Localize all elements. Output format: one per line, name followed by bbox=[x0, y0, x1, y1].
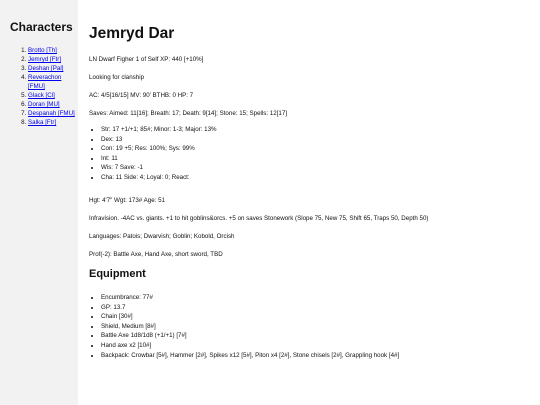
equipment-item: • Shield, Medium [8#] bbox=[101, 322, 399, 332]
character-link-salka[interactable]: Salka [Ftr] bbox=[28, 119, 57, 126]
ability-score-cha: • Cha: 11 Side: 4; Loyal: 0; React: bbox=[101, 173, 217, 183]
combat-stats: AC: 4/5[16/15] MV: 90' BTHB: 0 HP: 7 bbox=[89, 92, 194, 99]
equipment-item: • GP: 13.7 bbox=[101, 303, 399, 313]
equipment-item: • Backpack: Crowbar [5#], Hammer [2#], Spikes x12 [5#], Piton x4 [2#], Stone chisels [2#], Grappling hook [4#] bbox=[101, 351, 399, 361]
equipment-list bbox=[89, 293, 399, 360]
ability-score-wis: • Wis: 7 Save: -1 bbox=[101, 163, 217, 173]
physical-description: Hgt: 4'7" Wgt: 173# Age: 51 bbox=[89, 197, 165, 204]
character-summary: LN Dwarf Figher 1 of Self XP: 440 [+10%] bbox=[89, 56, 204, 63]
proficiencies: Prof(-2): Battle Axe, Hand Axe, short sword, TBD bbox=[89, 251, 223, 258]
list-item bbox=[28, 109, 78, 118]
ability-score-dex: • Dex: 13 bbox=[101, 135, 217, 145]
ability-score-int: • Int: 11 bbox=[101, 154, 217, 164]
page-title: Jemryd Dar bbox=[89, 25, 175, 42]
list-item bbox=[28, 46, 78, 55]
saving-throws: Saves: Aimed: 11[16]; Breath: 17; Death: 9[14]; Stone: 15; Spells: 12[17] bbox=[89, 110, 288, 117]
list-item bbox=[28, 73, 78, 91]
list-item bbox=[28, 55, 78, 64]
character-note: Looking for clanship bbox=[89, 74, 145, 81]
languages: Languages: Patois; Dwarvish; Goblin; Kobold, Orcish bbox=[89, 233, 235, 240]
character-link-glack[interactable]: Glack [Cl] bbox=[28, 92, 55, 99]
racial-abilities: Infravision. -4AC vs. giants. +1 to hit goblins&orcs. +5 on saves Stonework (Slope 75, New 75, Shift 65, Traps 50, Depth 50) bbox=[89, 215, 429, 222]
character-sheet bbox=[89, 0, 534, 405]
equipment-item: • Encumbrance: 77# bbox=[101, 293, 399, 303]
list-item bbox=[28, 64, 78, 73]
list-item bbox=[28, 100, 78, 109]
equipment-heading: Equipment bbox=[89, 268, 146, 280]
equipment-item: • Hand axe x2 [10#] bbox=[101, 341, 399, 351]
sidebar bbox=[0, 0, 78, 405]
character-link-despanah[interactable]: Despanah [FMU] bbox=[28, 110, 75, 117]
character-link-jemryd[interactable]: Jemryd [Ftr] bbox=[28, 56, 62, 63]
sidebar-title: Characters bbox=[10, 20, 73, 34]
character-list bbox=[10, 46, 78, 127]
equipment-item: • Chain [30#] bbox=[101, 312, 399, 322]
character-link-reverachon[interactable]: Reverachon [FMU] bbox=[28, 74, 62, 90]
ability-score-con: • Con: 19 +5; Res: 100%; Sys: 99% bbox=[101, 144, 217, 154]
ability-score-str: • Str: 17 +1/+1; 85#; Minor: 1-3; Major: 13% bbox=[101, 125, 217, 135]
equipment-item: • Battle Axe 1d8/1d8 (+1/+1) [7#] bbox=[101, 331, 399, 341]
character-link-deshan[interactable]: Deshan [Pal] bbox=[28, 65, 64, 72]
list-item bbox=[28, 91, 78, 100]
character-link-brotto[interactable]: Brotto [Th] bbox=[28, 47, 57, 54]
ability-scores bbox=[89, 125, 217, 183]
list-item bbox=[28, 118, 78, 127]
character-link-doran[interactable]: Doran [MU] bbox=[28, 101, 60, 108]
